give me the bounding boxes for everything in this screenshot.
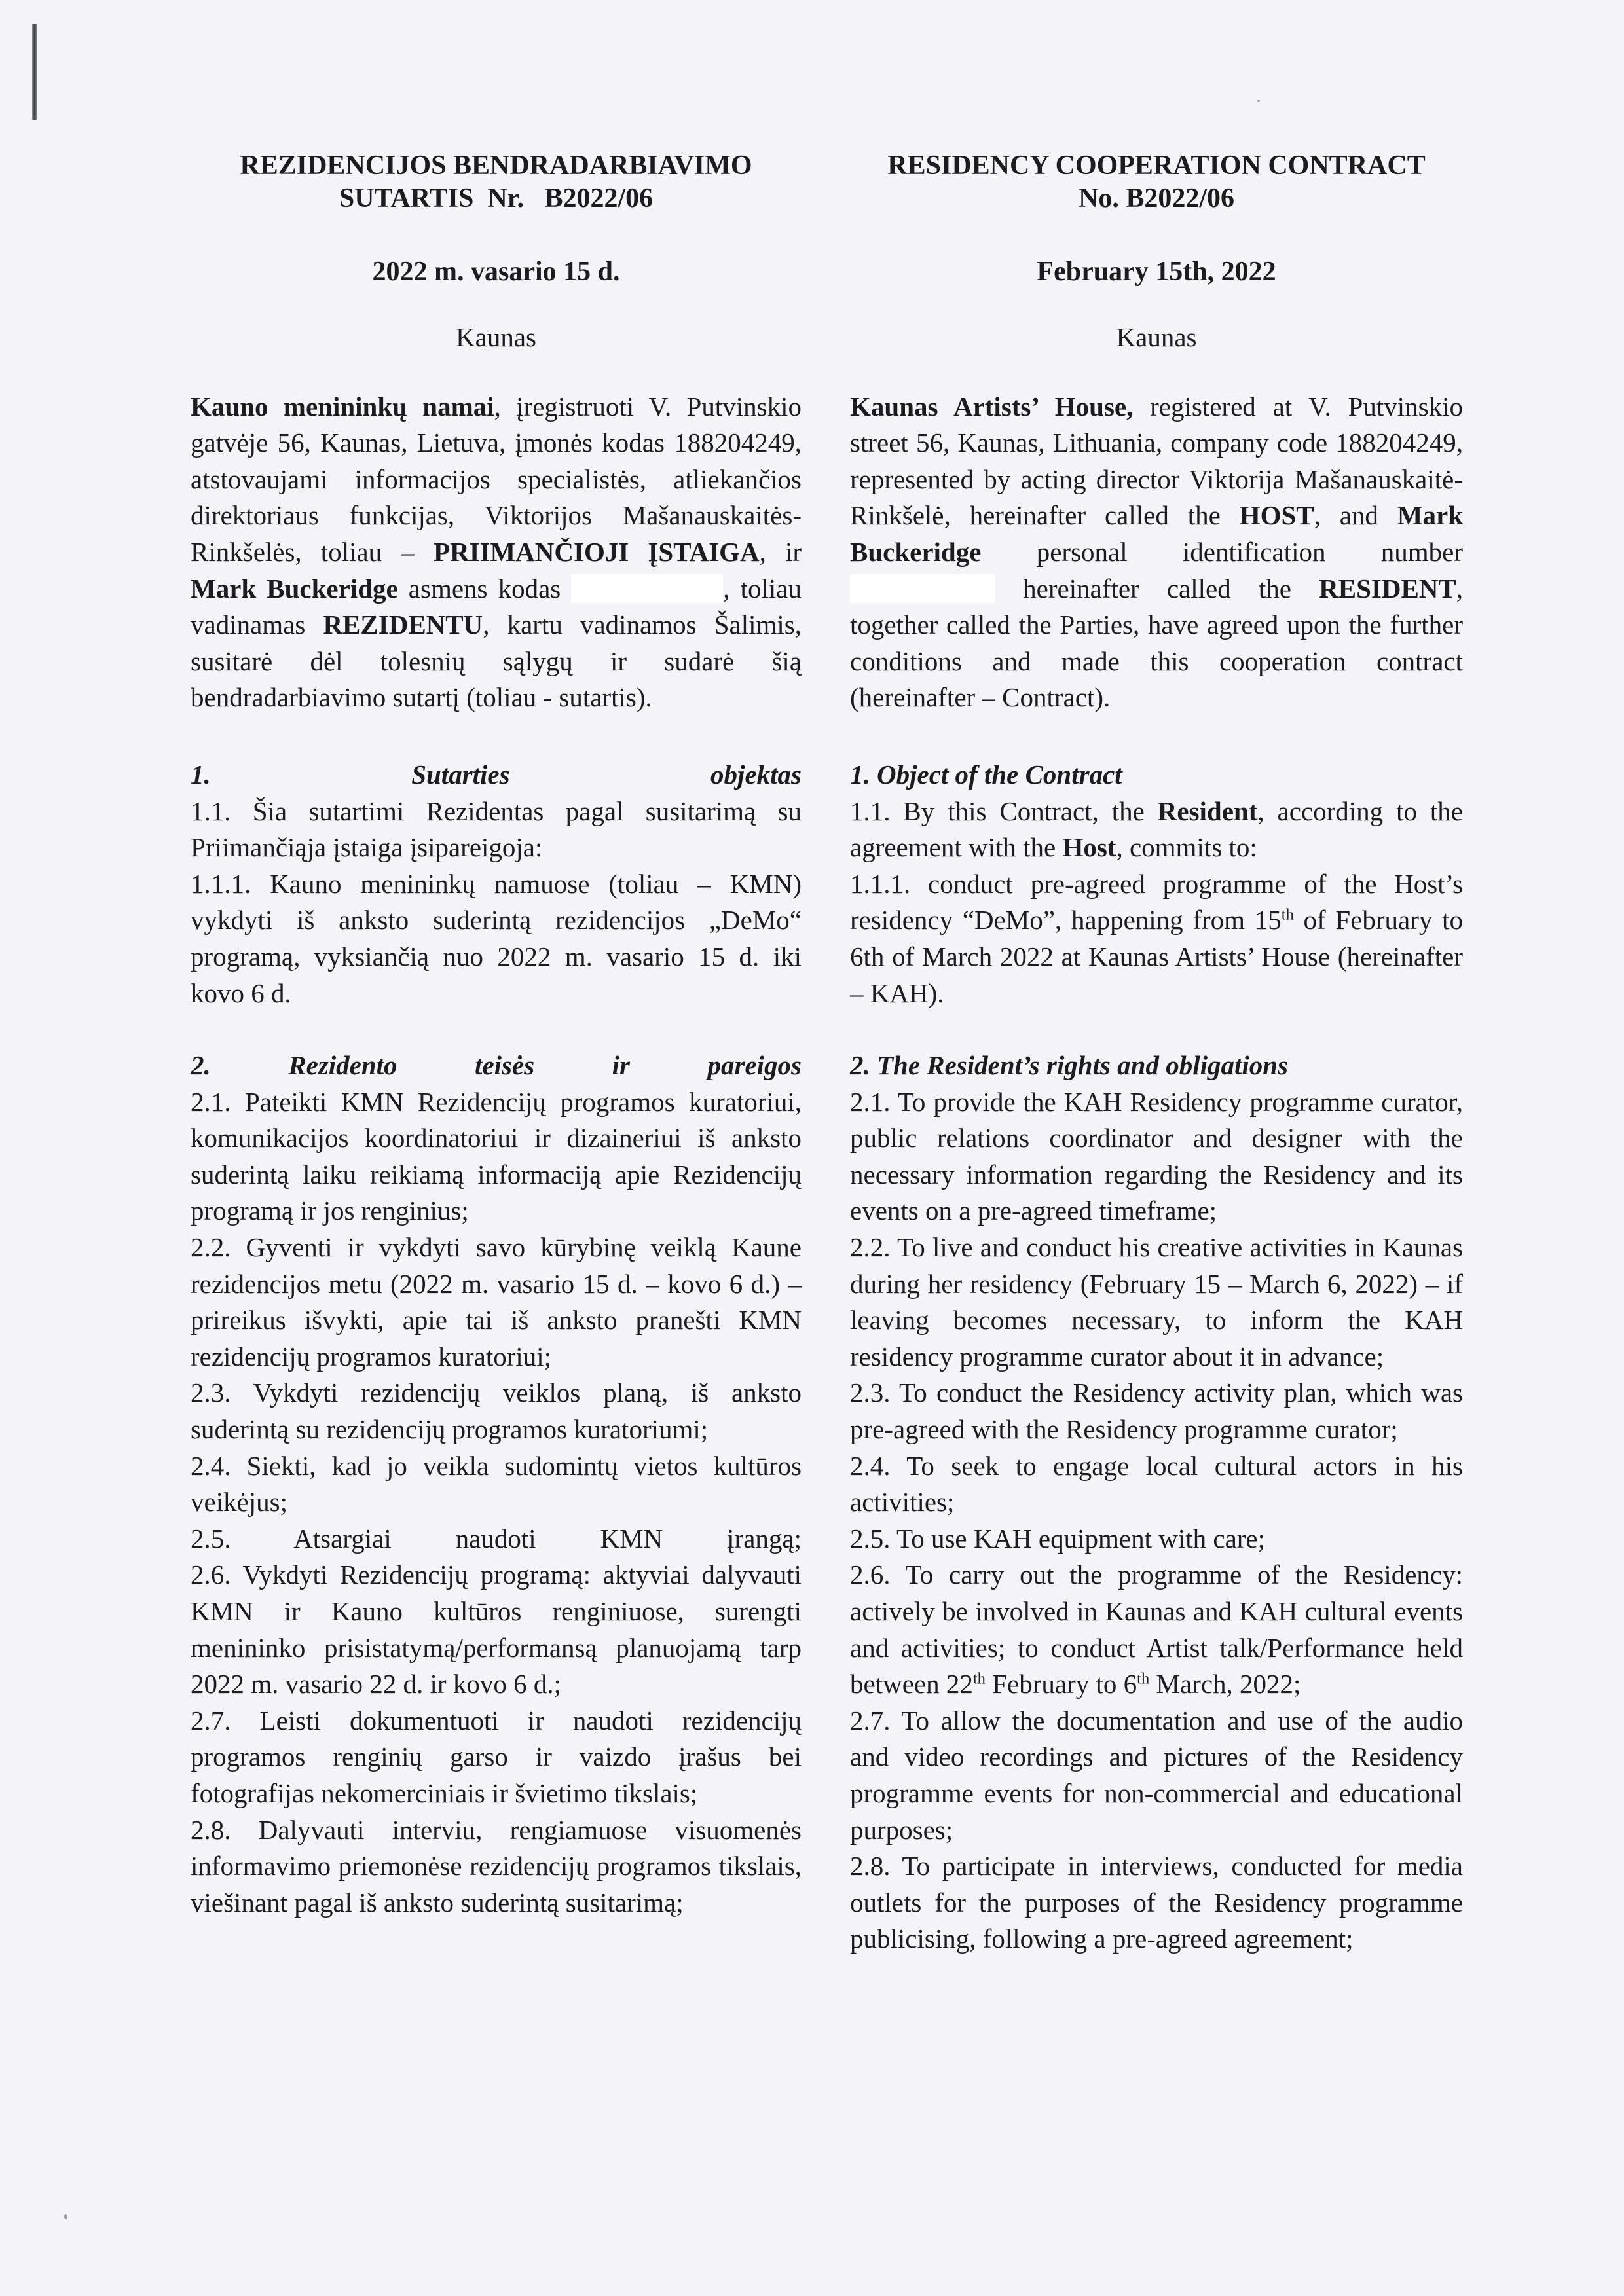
en-resident-term: Resident [1157, 795, 1258, 826]
lt-intro-paragraph [191, 389, 802, 716]
en-host-name: Kaunas Artists’ House, [850, 391, 1134, 422]
lt-intro-text: , toliau vadinamas [191, 573, 802, 640]
lt-clause-2-3: 2.3. Vykdyti rezidencijų veiklos planą, iš anksto suderintą su rezidencijų programos kuratoriumi; [191, 1377, 802, 1445]
en-host-term: Host [1062, 832, 1116, 863]
en-host-role: HOST [1239, 500, 1314, 531]
lt-section2-word: ir [612, 1050, 630, 1081]
lt-section2-word: pareigos [707, 1050, 802, 1081]
en-clause-2-5: 2.5. To use KAH equipment with care; [850, 1523, 1266, 1554]
lt-section2-number: 2. [191, 1050, 211, 1081]
ordinal-suffix: th [1281, 905, 1294, 924]
en-clause-text: , according to the agreement with the [850, 795, 1463, 863]
lt-redacted-personal-code [571, 574, 723, 603]
en-clause-text: , commits to: [1116, 832, 1257, 863]
en-title-line1: RESIDENCY COOPERATION CONTRACT [887, 151, 1426, 181]
scan-speck [64, 2214, 67, 2219]
lt-resident-role: REZIDENTU [323, 610, 483, 640]
lt-section2-word: teisės [475, 1050, 535, 1081]
en-clause-2-7: 2.7. To allow the documentation and use of the audio and video recordings and pictures of the Residency programme events for non-commercial and educational purposes; [850, 1705, 1463, 1845]
lt-section1-number: 1. [191, 759, 211, 790]
lt-section2-word: Rezidento [288, 1050, 397, 1081]
lt-city: Kaunas [456, 322, 536, 352]
lt-clause-1-1-1: 1.1.1. Kauno menininkų namuose (toliau – KMN) vykdyti iš anksto suderintą rezidencijos „DeMo“ programą, vyksiančią nuo 2022 m. vasario 15 d. iki kovo 6 d. [191, 868, 802, 1008]
lt-intro-text: , įregistruoti V. Putvinskio gatvėje 56, Kaunas, Lietuva, įmonės kodas 188204249, atstovaujami informacijos specialistės, atliekančios direktoriaus funkcijas, Viktorijos Mašanauskaitės-Rinkšelės, toliau – [191, 391, 802, 567]
lt-host-name: Kauno menininkų namai [191, 391, 494, 422]
en-section1-heading: 1. Object of the Contract [850, 759, 1122, 790]
en-section2-heading: 2. The Resident’s rights and obligations [850, 1050, 1289, 1081]
lt-intro-text: , ir [759, 536, 802, 567]
lt-resident-name: Mark Buckeridge [191, 573, 398, 604]
lt-title-line2: SUTARTIS Nr. B2022/06 [339, 183, 654, 213]
lt-section1-word: Sutarties [411, 759, 510, 790]
lt-section1-heading [191, 757, 802, 793]
lt-clause-2-1: 2.1. Pateikti KMN Rezidencijų programos kuratoriui, komunikacijos koordinatoriui ir dizaineriui iš anksto suderintą laiku reikiamą informaciją apie Rezidencijų programą ir jos renginius; [191, 1086, 802, 1226]
lt-section1-word: objektas [710, 759, 802, 790]
en-clause-2-6 [850, 1557, 1463, 1702]
en-intro-text: personal identification number [981, 536, 1463, 567]
lt-clause-1-1: 1.1. Šia sutartimi Rezidentas pagal susitarimą su Priimančiąja įstaiga įsipareigoja: [191, 795, 802, 863]
ordinal-suffix: th [1137, 1669, 1150, 1688]
en-clause-2-2: 2.2. To live and conduct his creative activities in Kaunas during her residency (February 15 – March 6, 2022) – if leaving becomes necessary, to inform the KAH residency programme curator about it in advance; [850, 1232, 1463, 1372]
en-clause-2-3: 2.3. To conduct the Residency activity plan, which was pre-agreed with the Residency programme curator; [850, 1377, 1463, 1445]
en-clause-text: 1.1. By this Contract, the [850, 795, 1158, 826]
lt-clause-2-4: 2.4. Siekti, kad jo veikla sudomintų vietos kultūros veikėjus; [191, 1450, 802, 1518]
en-clause-2-4: 2.4. To seek to engage local cultural actors in his activities; [850, 1450, 1463, 1518]
en-clause-2-1: 2.1. To provide the KAH Residency programme curator, public relations coordinator and designer with the necessary information regarding the Residency and its events on a pre-agreed timeframe; [850, 1086, 1463, 1226]
en-clause-text: March, 2022; [1149, 1669, 1301, 1700]
lt-date: 2022 m. vasario 15 d. [372, 257, 620, 287]
en-city: Kaunas [1116, 322, 1197, 352]
lt-title-line1: REZIDENCIJOS BENDRADARBIAVIMO [240, 151, 752, 181]
en-intro-text: hereinafter called the [995, 573, 1320, 604]
lt-host-role: PRIIMANČIOJI ĮSTAIGA [433, 536, 760, 567]
lt-clause-2-5: 2.5. Atsargiai naudoti KMN įrangą; [191, 1523, 802, 1554]
en-resident-role: RESIDENT [1319, 573, 1456, 604]
lt-clause-2-8: 2.8. Dalyvauti interviu, rengiamuose visuomenės informavimo priemonėse rezidencijų programos tikslais, viešinant pagal iš anksto suderintą susitarimą; [191, 1814, 802, 1918]
en-clause-1-1 [850, 793, 1463, 866]
english-column [850, 149, 1463, 1958]
en-clause-text: 2.6. To carry out the programme of the Residency: actively be involved in Kaunas and KAH cultural events and activities; to conduct Artist talk/Performance held between 22 [850, 1559, 1463, 1700]
en-clause-text: 1.1.1. conduct pre-agreed programme of the Host’s residency “DeMo”, happening from 15 [850, 868, 1463, 936]
lt-section2-heading [191, 1048, 802, 1084]
en-intro-text: registered at V. Putvinskio street 56, Kaunas, Lithuania, company code 188204249, represented by acting director Viktorija Mašanauskaitė-Rinkšelė, hereinafter called the [850, 391, 1463, 531]
en-resident-name: Mark Buckeridge [850, 500, 1463, 567]
en-clause-text: February to 6 [985, 1669, 1137, 1700]
lt-clause-2-6: 2.6. Vykdyti Rezidencijų programą: aktyviai dalyvauti KMN ir Kauno kultūros renginiuose, surengti menininko prisistatymą/performansą planuojamą tarp 2022 m. vasario 22 d. ir kovo 6 d.; [191, 1559, 802, 1700]
en-clause-text: of February to 6th of March 2022 at Kaunas Artists’ House (hereinafter – KAH). [850, 905, 1463, 1008]
staple-mark [32, 24, 37, 120]
lt-intro-text: , kartu vadinamos Šalimis, susitarė dėl tolesnių sąlygų ir sudarė šią bendradarbiavimo sutartį (toliau - sutartis). [191, 610, 802, 713]
ordinal-suffix: th [972, 1669, 986, 1688]
en-clause-2-8: 2.8. To participate in interviews, conducted for media outlets for the purposes of the Residency programme publicising, following a pre-agreed agreement; [850, 1851, 1463, 1954]
en-title-line2: No. B2022/06 [1078, 183, 1234, 213]
lt-clause-2-2: 2.2. Gyventi ir vykdyti savo kūrybinę veiklą Kaune rezidencijos metu (2022 m. vasario 15 d. – kovo 6 d.) – prireikus išvykti, apie tai iš anksto pranešti KMN rezidencijų programos kuratoriui; [191, 1232, 802, 1372]
lithuanian-column [191, 149, 802, 1921]
scan-speck [1257, 100, 1260, 102]
en-redacted-personal-id [850, 574, 995, 603]
en-date: February 15th, 2022 [1037, 257, 1276, 287]
lt-intro-text: asmens kodas [397, 573, 572, 604]
en-clause-1-1-1 [850, 866, 1463, 1011]
en-intro-paragraph [850, 389, 1463, 716]
en-intro-text: , together called the Parties, have agreed upon the further conditions and made this cooperation contract (hereinafter – Contract). [850, 573, 1463, 713]
en-intro-text: , and [1314, 500, 1397, 531]
lt-clause-2-7: 2.7. Leisti dokumentuoti ir naudoti rezidencijų programos renginių garso ir vaizdo įrašus bei fotografijas nekomerciniais ir švietimo tikslais; [191, 1705, 802, 1808]
